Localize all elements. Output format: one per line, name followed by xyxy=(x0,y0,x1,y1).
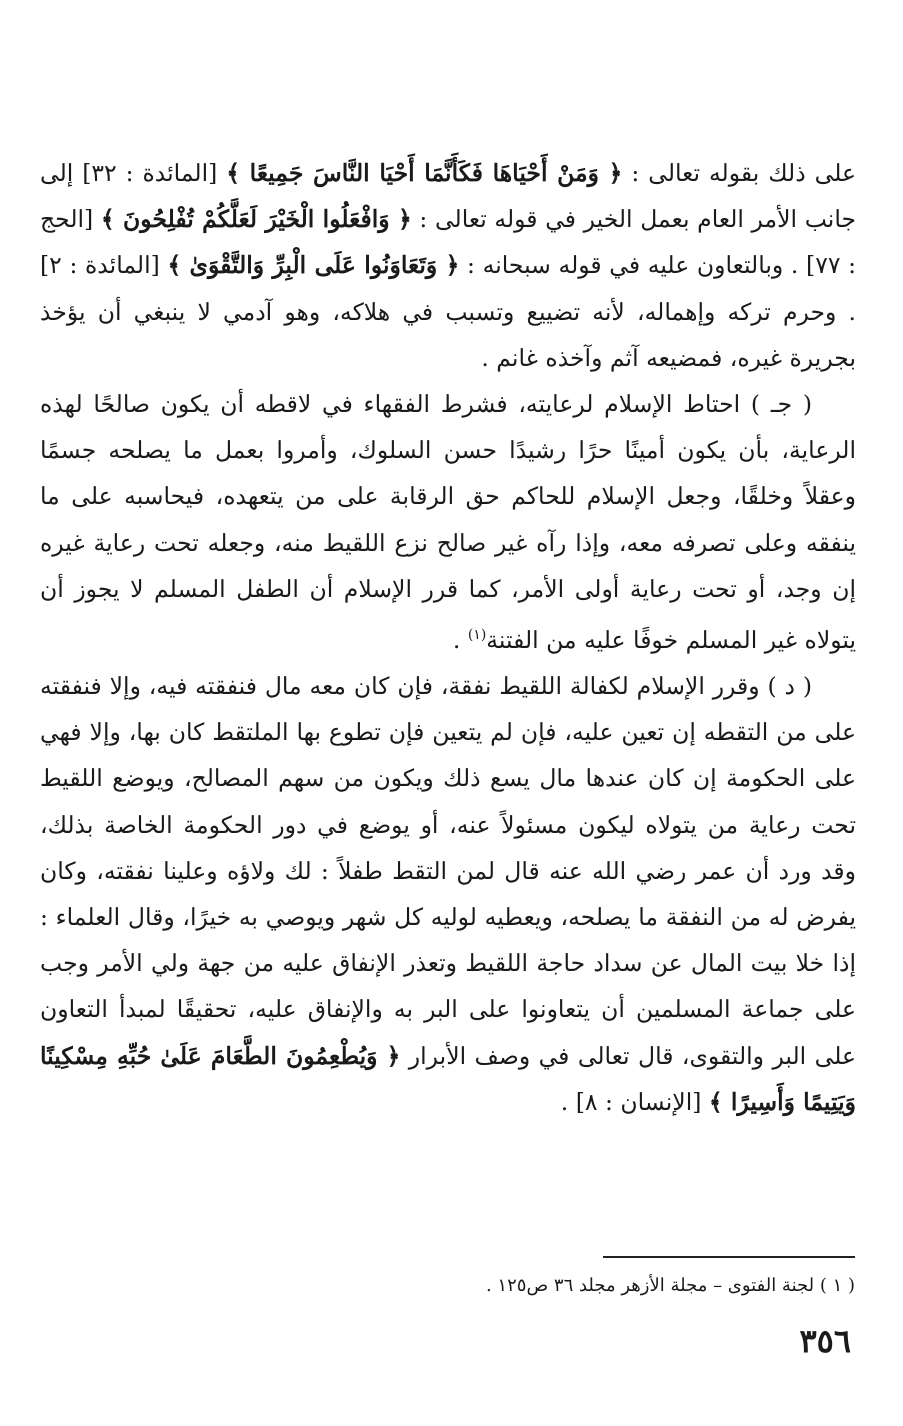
quran-verse: ﴿ وَتَعَاوَنُوا عَلَى الْبِرِّ وَالتَّقْوَىٰ ﴾ xyxy=(167,251,460,280)
footnote-separator xyxy=(603,1256,855,1258)
text-segment: ( د ) وقرر الإسلام لكفالة اللقيط نفقة، فإن كان معه مال فنفقته فيه، وإلا فنفقته على من التقطه إن تعين عليه، فإن لم يتعين فإن تطوع بها الملتقط كان بها، وإلا فهي على الحكومة إن كان عندها مال يسع ذلك ويكون من سهم المصالح، ويوضع اللقيط تحت رعاية من يتولاه ليكون مسئولاً عنه، أو يوضع في دور الحكومة الخاصة بذلك، وقد ورد أن عمر رضي الله عنه قال لمن التقط طفلاً : لك ولاؤه وعلينا نفقته، وكان يفرض له من النفقة ما يصلحه، ويعطيه لوليه كل شهر ويوصي به خيرًا، وقال العلماء : إذا خلا بيت المال عن سداد حاجة اللقيط وتعذر الإنفاق عليه من جهة ولي الأمر وجب على جماعة المسلمين أن يتعاونوا على البر به والإنفاق عليه، تحقيقًا لمبدأ التعاون على البر والتقوى، قال تعالى في وصف الأبرار xyxy=(40,672,856,1070)
body-text xyxy=(40,150,856,1125)
quran-verse: ﴿ وَيُطْعِمُونَ الطَّعَامَ عَلَىٰ حُبِّهِ مِسْكِينًا وَيَتِيمًا وَأَسِيرًا ﴾ xyxy=(40,1041,856,1116)
text-segment: ( جـ ) احتاط الإسلام لرعايته، فشرط الفقهاء في لاقطه أن يكون صالحًا لهذه الرعاية، بأن يكون أمينًا حرًا رشيدًا حسن السلوك، وأمروا بعمل ما يصلحه جسمًا وعقلاً وخلقًا، وجعل الإسلام للحاكم حق الرقابة على من يتعهده، فيحاسبه على ما ينفقه وعلى تصرفه معه، وإذا رآه غير صالح نزع اللقيط منه، وجعله تحت رعاية غيره إن وجد، أو تحت رعاية أولى الأمر، كما قرر الإسلام أن الطفل المسلم لا يجوز أن يتولاه غير المسلم خوفًا عليه من الفتنة xyxy=(40,390,856,654)
paragraph xyxy=(40,663,856,1125)
paragraph xyxy=(40,150,856,381)
text-segment: [الحج : ٧٧] . وبالتعاون عليه في قوله سبحانه : xyxy=(40,205,857,280)
page-number: ٣٥٦ xyxy=(799,1322,851,1360)
footnote-ref: (١) xyxy=(467,627,487,644)
paragraph xyxy=(40,381,856,663)
text-segment: [المائدة : ٢] . وحرم تركه وإهماله، لأنه تضييع وتسبب في هلاكه، وهو آدمي لا ينبغي أن يؤخذ بجريرة غيره، فمضيعه آثم وآخذه غانم . xyxy=(40,251,856,372)
text-segment: [المائدة : ٣٢] إلى جانب الأمر العام بعمل الخير في قوله تعالى : xyxy=(40,159,856,234)
text-segment: [الإنسان : ٨] . xyxy=(560,1087,709,1116)
quran-verse: ﴿ وَمَنْ أَحْيَاهَا فَكَأَنَّمَا أَحْيَا النَّاسَ جَمِيعًا ﴾ xyxy=(226,159,623,187)
text-segment: . xyxy=(452,625,468,654)
footnote: ( ١ ) لجنة الفتوى – مجلة الأزهر مجلد ٣٦ ص١٢٥ . xyxy=(485,1275,855,1296)
text-segment: على ذلك بقوله تعالى : xyxy=(622,159,857,187)
quran-verse: ﴿ وَافْعَلُوا الْخَيْرَ لَعَلَّكُمْ تُفْلِحُونَ ﴾ xyxy=(100,205,412,234)
